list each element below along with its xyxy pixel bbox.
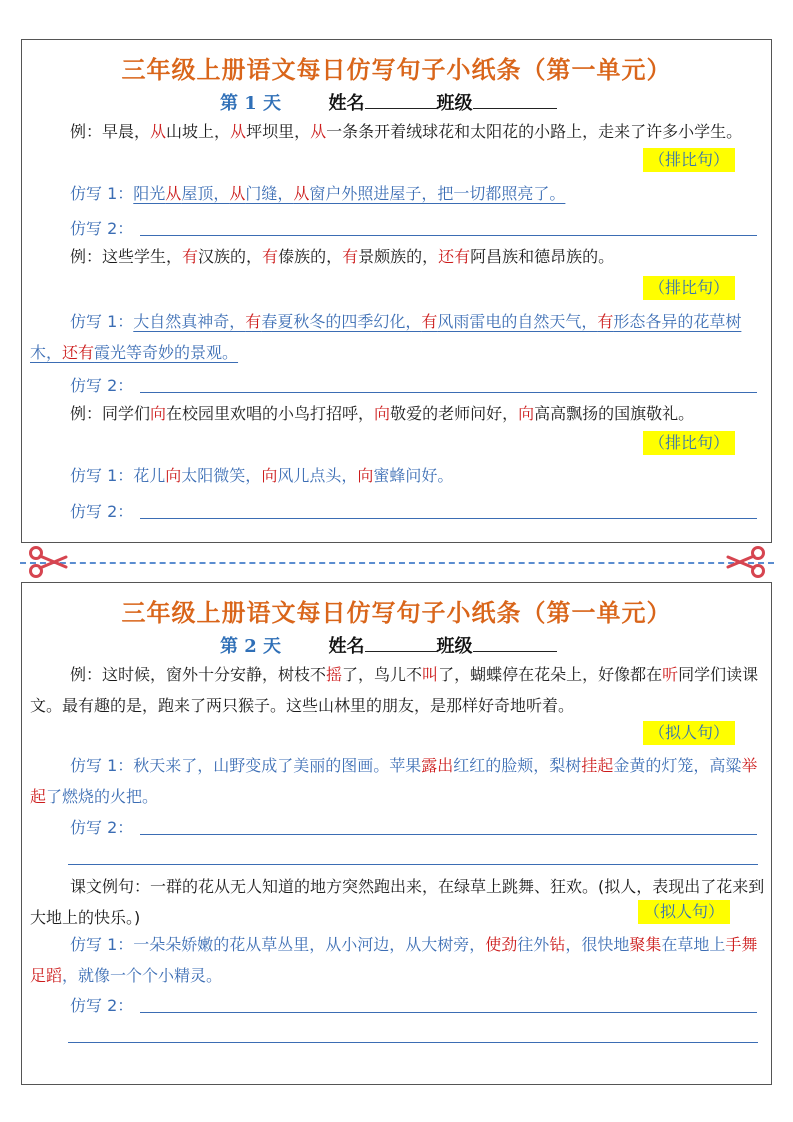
example-sentence (30, 116, 765, 147)
name-label: 姓名 (328, 93, 365, 114)
scissors-icon (28, 545, 68, 579)
text-run: 山坡上， (166, 122, 231, 141)
text-run: 在校园里欢唱的小鸟打招呼， (166, 404, 375, 423)
highlight-word: 向 (261, 466, 278, 485)
highlight-word: 从 (150, 122, 167, 141)
highlight-word: 从 (310, 122, 327, 141)
sentence-type-tag: （拟人句） (638, 900, 730, 924)
highlight-word: 从 (229, 184, 246, 203)
imitation-1 (30, 929, 765, 991)
text-run: 景颇族的， (358, 247, 439, 266)
name-blank[interactable] (365, 92, 437, 109)
text-run: 了，鸟儿不 (342, 665, 423, 684)
imitation-1 (30, 750, 765, 812)
imitation-2-answer-line[interactable] (140, 834, 757, 835)
highlight-word: 从 (165, 184, 182, 203)
card-title: 三年级上册语文每日仿写句子小纸条（第一单元） (121, 598, 672, 627)
text-run: 太阳微笑， (181, 466, 262, 485)
name-blank[interactable] (365, 635, 437, 652)
text-run: 金黄的灯笼，高粱 (613, 756, 742, 775)
text-run: 例：早晨， (70, 122, 151, 141)
sentence-type-tag: （拟人句） (643, 721, 735, 745)
text-run: 往外 (517, 935, 550, 954)
day-label: 第 1 天 (220, 93, 282, 114)
imitation-1 (30, 178, 765, 209)
scissors-icon (726, 545, 766, 579)
text-run: 例：这些学生， (70, 247, 183, 266)
example-sentence (30, 659, 765, 721)
card-subheader (220, 89, 557, 115)
text-run: 霞光等奇妙的景观。 (94, 343, 239, 362)
highlight-word: 向 (165, 466, 182, 485)
highlight-word: 聚集 (629, 935, 662, 954)
imitation-1 (30, 306, 765, 368)
class-label: 班级 (436, 93, 473, 114)
text-run: 在草地上 (661, 935, 726, 954)
card-title: 三年级上册语文每日仿写句子小纸条（第一单元） (121, 55, 672, 84)
highlight-word: 使劲 (485, 935, 518, 954)
text-run: ，很快地 (565, 935, 630, 954)
day-label: 第 2 天 (220, 636, 282, 657)
highlight-word: 露出 (421, 756, 454, 775)
text-run: 风儿点头， (277, 466, 358, 485)
imitation-1 (30, 460, 765, 491)
highlight-word: 听 (662, 665, 679, 684)
text-run: 课文例句：一群的花从无人知道的地方突然跑出来，在绿草上跳舞、狂欢。(拟人，表现出了花来到大地上的快乐。) (30, 877, 765, 927)
imitation-2-label: 仿写 2： (70, 219, 134, 238)
text-run: 一条条开着绒球花和太阳花的小路上，走来了许多小学生。 (326, 122, 743, 141)
cut-line (20, 562, 774, 564)
text-run: 大自然真神奇， (133, 312, 246, 331)
text-run: 傣族的， (278, 247, 343, 266)
extra-answer-line[interactable] (68, 864, 758, 865)
imitation-2-label: 仿写 2： (70, 996, 134, 1015)
imitation-2-answer-line[interactable] (140, 518, 757, 519)
highlight-word: 钻 (549, 935, 566, 954)
highlight-word: 举起 (30, 756, 758, 806)
class-label: 班级 (436, 636, 473, 657)
highlight-word: 摇 (326, 665, 343, 684)
text-run: 仿写 1：秋天来了，山野变成了美丽的图画。苹果 (70, 756, 422, 775)
text-run: 红红的脸颊，梨树 (453, 756, 582, 775)
example-sentence (30, 241, 765, 272)
practice-card-day-1 (21, 39, 772, 543)
text-run: 敬爱的老师问好， (390, 404, 519, 423)
extra-answer-line[interactable] (68, 1042, 758, 1043)
text-run: 高高飘扬的国旗敬礼。 (534, 404, 695, 423)
text-run: 了燃烧的火把。 (46, 787, 159, 806)
text-run: 汉族的， (198, 247, 263, 266)
imitation-2-answer-line[interactable] (140, 235, 757, 236)
class-blank[interactable] (473, 92, 557, 109)
highlight-word: 有 (342, 247, 359, 266)
highlight-word: 有 (421, 312, 438, 331)
highlight-word: 挂起 (581, 756, 614, 775)
text-run: ，就像一个个小精灵。 (62, 966, 223, 985)
highlight-word: 从 (230, 122, 247, 141)
highlight-word: 有 (245, 312, 262, 331)
highlight-word: 还有 (62, 343, 95, 362)
sentence-type-tag: （排比句） (643, 148, 735, 172)
imitation-2-label: 仿写 2： (70, 502, 134, 521)
text-run: 窗户外照进屋子，把一切都照亮了。 (309, 184, 566, 203)
name-label: 姓名 (328, 636, 365, 657)
text-run: 阳光 (133, 184, 166, 203)
highlight-word: 还有 (438, 247, 471, 266)
sentence-type-tag: （排比句） (643, 431, 735, 455)
class-blank[interactable] (473, 635, 557, 652)
text-run: 春夏秋冬的四季幻化， (261, 312, 422, 331)
text-run: 蜜蜂问好。 (373, 466, 454, 485)
text-run: 仿写 1：花儿 (70, 466, 166, 485)
text-run: 仿写 1： (70, 184, 134, 203)
highlight-word: 有 (597, 312, 614, 331)
text-run: 屋顶， (181, 184, 230, 203)
highlight-word: 向 (357, 466, 374, 485)
highlight-word: 向 (150, 404, 167, 423)
text-run: 门缝， (245, 184, 294, 203)
text-run: 仿写 1：一朵朵娇嫩的花从草丛里，从小河边，从大树旁， (70, 935, 486, 954)
imitation-2-label: 仿写 2： (70, 376, 134, 395)
text-run: 坪坝里， (246, 122, 311, 141)
highlight-word: 手舞足蹈 (30, 935, 758, 985)
text-run: 仿写 1： (70, 312, 134, 331)
card-subheader (220, 632, 557, 658)
imitation-2-label: 仿写 2： (70, 818, 134, 837)
sentence-type-tag: （排比句） (643, 276, 735, 300)
practice-card-day-2 (21, 582, 772, 1085)
text-run: 阿昌族和德昂族的。 (470, 247, 615, 266)
text-run: 例：这时候，窗外十分安静，树枝不 (70, 665, 327, 684)
example-sentence (30, 398, 765, 429)
text-run: 同学们读课文。最有趣的是，跑来了两只猴子。这些山林里的朋友，是那样好奇地听着。 (30, 665, 759, 715)
text-run: 例：同学们 (70, 404, 151, 423)
imitation-2-answer-line[interactable] (140, 1012, 757, 1013)
text-run: 形态各异的花草树木， (30, 312, 742, 362)
imitation-2-answer-line[interactable] (140, 392, 757, 393)
text-run: 风雨雷电的自然天气， (437, 312, 598, 331)
highlight-word: 向 (518, 404, 535, 423)
highlight-word: 从 (293, 184, 310, 203)
highlight-word: 向 (374, 404, 391, 423)
highlight-word: 叫 (422, 665, 439, 684)
highlight-word: 有 (182, 247, 199, 266)
text-run: 了，蝴蝶停在花朵上，好像都在 (438, 665, 663, 684)
highlight-word: 有 (262, 247, 279, 266)
